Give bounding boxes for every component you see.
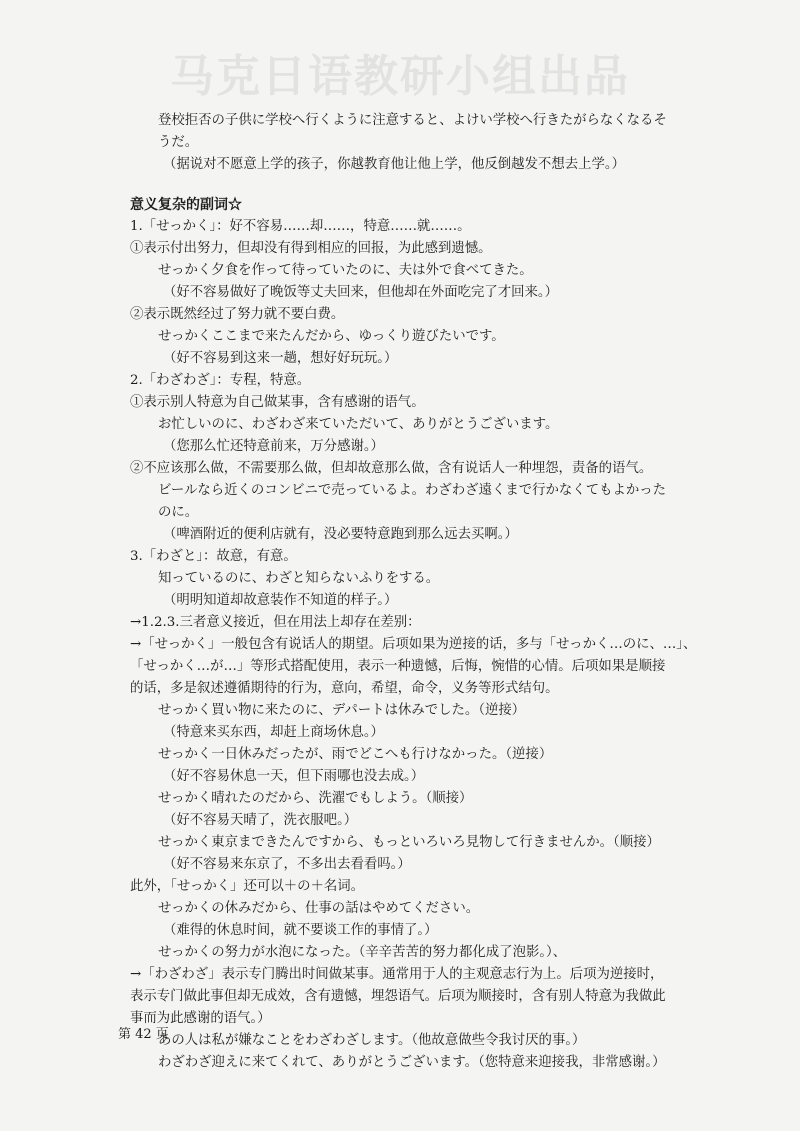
text-line: わざわざ迎えに来てくれて、ありがとうございます。（您特意来迎接我，非常感谢。） <box>158 1055 666 1070</box>
text-line: 知っているのに、わざと知らないふりをする。 <box>158 571 440 586</box>
text-line: 的话，多是叙述遵循期待的行为，意向，希望，命令，义务等形式结句。 <box>130 681 559 696</box>
text-line: （难得的休息时间，就不要谈工作的事情了。） <box>163 923 438 938</box>
text-line: ビールなら近くのコンビニで売っているよ。わざわざ遠くまで行かなくてもよかった <box>158 483 667 498</box>
text-line: せっかくの努力が水泡になった。（辛辛苦苦的努力都化成了泡影。）、 <box>158 945 567 960</box>
text-line: （您那么忙还特意前来，万分感谢。） <box>163 439 384 454</box>
text-line: →1.2.3.三者意义接近，但在用法上却存在差别： <box>130 615 421 630</box>
text-line: （好不容易天晴了，洗衣服吧。） <box>163 813 358 828</box>
text-line: せっかく晴れたのだから、洗濯でもしよう。（顺接） <box>158 791 473 806</box>
page-number: 第 42 页 <box>118 1027 169 1042</box>
text-line: 登校拒否の子供に学校へ行くように注意すると、よけい学校へ行きたがらなくなるそ <box>158 113 667 128</box>
text-line: せっかく東京まできたんですから、もっといろいろ見物して行きませんか。（顺接） <box>158 835 660 850</box>
text-line: →「せっかく」一般包含有说话人的期望。后项如果为逆接的话，多与「せっかく…のに、…」、 <box>130 637 697 652</box>
text-line: （好不容易休息一天，但下雨哪也没去成。） <box>163 769 425 784</box>
text-line: せっかく夕食を作って待っていたのに、夫は外で食べてきた。 <box>158 263 533 278</box>
text-line: （啤酒附近的便利店就有，没必要特意跑到那么远去买啊。） <box>163 527 518 542</box>
text-line: あの人は私が嫌なことをわざわざします。（他故意做些令我讨厌的事。） <box>158 1033 586 1048</box>
text-line: （好不容易来东京了，不多出去看看吗。） <box>163 857 411 872</box>
text-line: ①表示付出努力，但却没有得到相应的回报，为此感到遗憾。 <box>130 241 492 256</box>
text-line: ②不应该那么做，不需要那么做，但却故意那么做，含有说话人一种埋怨，责备的语气。 <box>130 461 653 476</box>
text-line: （据说对不愿意上学的孩子，你越教育他让他上学，他反倒越发不想去上学。） <box>163 157 625 172</box>
text-line: のに。 <box>158 505 199 520</box>
text-line: 表示专门做此事但却无成效，含有遗憾，埋怨语气。后项为顺接时，含有别人特意为我做此 <box>130 989 666 1004</box>
text-line: 「せっかく…が…」等形式搭配使用，表示一种遗憾，后悔，惋惜的心情。后项如果是顺接 <box>130 659 666 674</box>
text-line: うだ。 <box>158 135 199 150</box>
text-line: 此外，「せっかく」还可以＋の＋名词。 <box>130 879 365 894</box>
text-line: 事而为此感谢的语气。） <box>130 1011 271 1026</box>
text-line: ②表示既然经过了努力就不要白费。 <box>130 307 345 322</box>
text-line: 3.「わざと」：故意，有意。 <box>130 549 297 564</box>
text-line: （好不容易做好了晚饭等丈夫回来，但他却在外面吃完了才回来。） <box>163 285 559 300</box>
watermark: 马克日语教研小组出品 <box>170 51 630 102</box>
text-line: 2.「わざわざ」：专程，特意。 <box>130 373 311 388</box>
text-line: ①表示别人特意为自己做某事，含有感谢的语气。 <box>130 395 425 410</box>
text-line: （明明知道却故意装作不知道的样子。） <box>163 593 398 608</box>
text-line: （特意来买东西，却赶上商场休息。） <box>163 725 384 740</box>
text-line: 1.「せっかく」：好不容易……却……，特意……就……。 <box>130 219 471 234</box>
section-heading: 意义复杂的副词☆ <box>130 197 242 213</box>
text-line: せっかくの休みだから、仕事の話はやめてください。 <box>158 901 480 916</box>
text-line: →「わざわざ」表示专门腾出时间做某事。通常用于人的主观意志行为上。后项为逆接时， <box>130 967 664 982</box>
text-line: せっかく一日休みだったが、雨でどこへも行けなかった。（逆接） <box>158 747 553 762</box>
text-line: お忙しいのに、わざわざ来ていただいて、ありがとうございます。 <box>158 417 559 432</box>
text-line: せっかく買い物に来たのに、デパートは休みでした。（逆接） <box>158 703 526 718</box>
text-line: （好不容易到这来一趟，想好好玩玩。） <box>163 351 398 366</box>
text-line: せっかくここまで来たんだから、ゆっくり遊びたいです。 <box>158 329 505 344</box>
